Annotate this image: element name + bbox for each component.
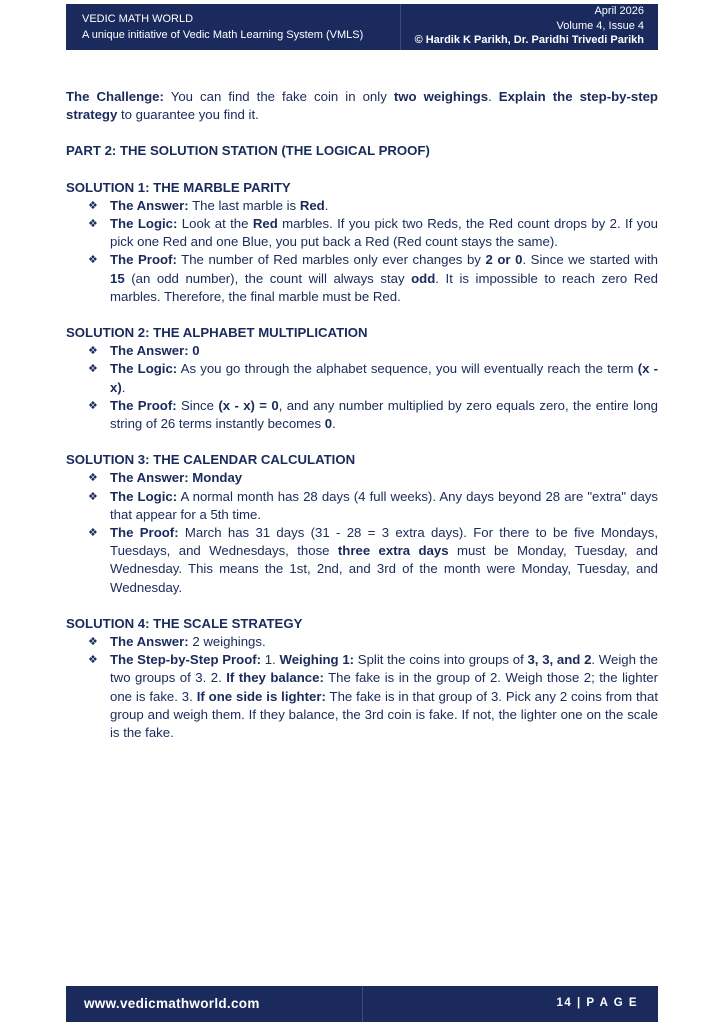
header-right xyxy=(415,4,644,48)
page-content xyxy=(66,88,658,742)
page-footer xyxy=(66,986,658,1022)
bold-text: The Answer: xyxy=(110,634,189,650)
solution3-list xyxy=(66,469,658,596)
bold-text: two weighings xyxy=(393,89,489,104)
copyright-notice: © Hardik K Parikh, Dr. Paridhi Trivedi Parikh xyxy=(414,34,644,46)
text: Look at the xyxy=(177,216,253,232)
brand-tagline: A unique initiative of Vedic Math Learning System (VMLS) xyxy=(82,29,364,41)
bold-text: three extra days xyxy=(337,543,449,559)
bold-text: 15 xyxy=(110,270,125,286)
text: , and any number multiplied by zero equals zero, the entire long string of 26 terms instantly becomes xyxy=(110,397,659,432)
diamond-bullet-icon: ❖ xyxy=(88,490,98,503)
list-item xyxy=(66,197,658,215)
diamond-bullet-icon: ❖ xyxy=(88,254,98,267)
list-item xyxy=(66,215,658,251)
text: must be Monday, Tuesday, and Wednesday. This means the 1st, 2nd, and 3rd of the month were Monday, Tuesday, and Wednesday. xyxy=(110,543,658,595)
bold-text: Red xyxy=(252,216,278,232)
issue-volume: Volume 4, Issue 4 xyxy=(556,19,644,32)
diamond-bullet-icon: ❖ xyxy=(88,654,98,667)
page-number: 14 | P A G E xyxy=(556,997,638,1009)
text: . Weigh the two groups of 3. 2. xyxy=(110,652,659,686)
bold-text: Weighing 1: xyxy=(279,652,355,668)
bold-text: The Proof: xyxy=(110,252,177,268)
footer-divider xyxy=(362,986,363,1022)
text: . xyxy=(488,89,499,104)
list-item xyxy=(66,651,658,742)
diamond-bullet-icon: ❖ xyxy=(88,472,98,485)
text: A normal month has 28 days (4 full weeks). Any days beyond 28 are "extra" days that appear for a 5th time. xyxy=(110,488,658,522)
text: You can find the fake coin in only xyxy=(163,89,394,104)
solution4-list xyxy=(66,633,658,742)
diamond-bullet-icon: ❖ xyxy=(88,345,98,358)
diamond-bullet-icon: ❖ xyxy=(88,363,98,376)
solution1-title: SOLUTION 1: THE MARBLE PARITY xyxy=(66,179,291,195)
text: . xyxy=(332,416,336,432)
solution3-title: SOLUTION 3: THE CALENDAR CALCULATION xyxy=(66,452,356,468)
bold-text: The Proof: xyxy=(110,397,177,413)
bold-text: The Proof: xyxy=(110,525,179,541)
text: As you go through the alphabet sequence, you will eventually reach the term xyxy=(177,361,638,377)
bold-text: If they balance: xyxy=(226,670,324,686)
text: Split the coins into groups of xyxy=(354,652,528,668)
bold-text: The Logic: xyxy=(110,216,178,232)
diamond-bullet-icon: ❖ xyxy=(88,399,98,412)
list-item xyxy=(66,469,658,487)
brand-name: VEDIC MATH WORLD xyxy=(82,13,194,25)
website-link[interactable]: www.vedicmathworld.com xyxy=(84,996,260,1011)
solution2-title: SOLUTION 2: THE ALPHABET MULTIPLICATION xyxy=(66,325,368,341)
list-item xyxy=(66,488,658,524)
text: The fake is in the group of 2. Weigh those 2; the lighter one is fake. 3. xyxy=(110,670,658,704)
text: The last marble is xyxy=(188,197,300,213)
bold-text: (x - x) = 0 xyxy=(218,397,279,413)
text: (an odd number), the count will always stay xyxy=(124,270,412,286)
text: 2 weighings. xyxy=(188,634,266,650)
header-divider xyxy=(400,4,401,50)
list-item xyxy=(66,397,658,433)
challenge-label: The Challenge: xyxy=(66,89,164,104)
bold-text: The Answer: 0 xyxy=(110,343,200,359)
bold-text: (x - x) xyxy=(110,361,658,395)
diamond-bullet-icon: ❖ xyxy=(88,218,98,231)
bold-text: The Logic: xyxy=(110,488,178,504)
bold-text: 0 xyxy=(324,416,333,432)
solution2-list xyxy=(66,342,658,433)
bold-text: Explain the step-by-step strategy xyxy=(66,89,658,123)
bold-text: The Answer: xyxy=(110,197,189,213)
bold-text: The Answer: Monday xyxy=(110,470,243,486)
text: marbles. If you pick two Reds, the Red count drops by 2. If you pick one Red and one Blue, you put back a Red (Red count stays the same). xyxy=(110,216,658,250)
issue-date: April 2026 xyxy=(594,5,644,17)
diamond-bullet-icon: ❖ xyxy=(88,636,98,649)
page-header xyxy=(66,4,658,50)
bold-text: The Logic: xyxy=(110,361,178,377)
bold-text: Red xyxy=(299,197,325,213)
diamond-bullet-icon: ❖ xyxy=(88,527,98,540)
text: to guarantee you find it. xyxy=(117,107,259,123)
text: . xyxy=(121,379,126,395)
challenge-paragraph xyxy=(66,88,658,124)
text: The number of Red marbles only ever changes by xyxy=(176,252,486,268)
bold-text: The Step-by-Step Proof: xyxy=(110,652,262,668)
list-item xyxy=(66,360,658,396)
bold-text: 3, 3, and 2 xyxy=(527,652,592,668)
text: Since xyxy=(176,397,219,413)
bold-text: 2 or 0 xyxy=(485,252,523,268)
text: March has 31 days (31 - 28 = 3 extra days). For there to be five Mondays, Tuesdays, and Wednesdays, those xyxy=(110,525,658,559)
list-item xyxy=(66,251,658,306)
solution1-list xyxy=(66,197,658,306)
bold-text: odd xyxy=(411,270,436,286)
text: The fake is in that group of 3. Pick any 2 coins from that group and weigh them. If they balance, the 3rd coin is fake. If not, the lighter one on the scale is the fake. xyxy=(110,688,658,741)
text: . Since we started with xyxy=(522,252,659,268)
diamond-bullet-icon: ❖ xyxy=(88,199,98,212)
text: 1. xyxy=(261,652,280,668)
list-item xyxy=(66,524,658,597)
list-item xyxy=(66,342,658,360)
solution4-title: SOLUTION 4: THE SCALE STRATEGY xyxy=(66,615,303,631)
text: . xyxy=(324,197,329,213)
list-item xyxy=(66,633,658,651)
text: . It is impossible to reach zero Red marbles. Therefore, the final marble must be Red. xyxy=(110,270,658,304)
part2-title: PART 2: THE SOLUTION STATION (THE LOGICAL PROOF) xyxy=(66,143,430,159)
bold-text: If one side is lighter: xyxy=(196,688,326,704)
header-left xyxy=(82,11,363,43)
